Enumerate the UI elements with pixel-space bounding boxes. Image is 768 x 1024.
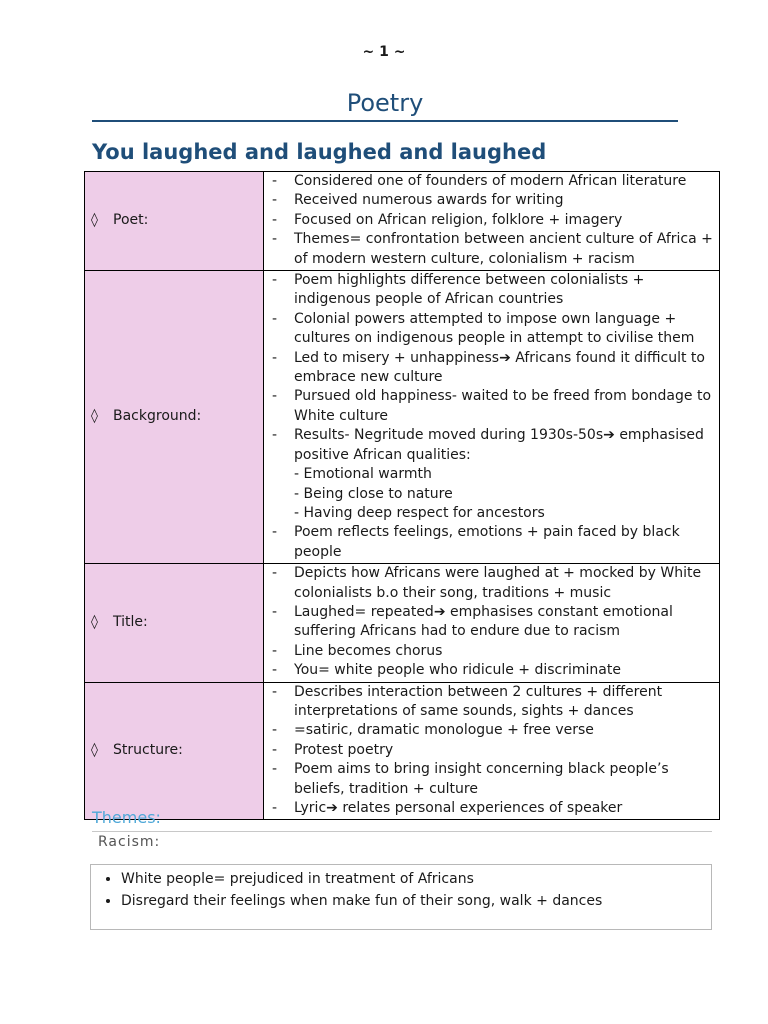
label-cell-background <box>85 271 264 564</box>
list-item: - Received numerous awards for writing <box>270 191 713 210</box>
list-item <box>270 426 713 465</box>
row-label-poet: Poet: <box>113 212 149 229</box>
list-item-text: Laughed= repeated <box>294 603 434 620</box>
list-item-text: Results- Negritude moved during 1930s-50s <box>294 427 604 444</box>
list-item: - Considered one of founders of modern African literature <box>270 172 713 191</box>
content-cell-title <box>264 564 720 682</box>
label-cell-structure <box>85 682 264 820</box>
list-item: - Themes= confrontation between ancient culture of Africa + of modern western culture, colonialism + racism <box>270 230 713 269</box>
document-title: Poetry <box>346 89 424 117</box>
arrow-right-icon: ➔ <box>326 800 338 816</box>
poem-info-table <box>84 171 720 820</box>
bullet-item: • White people= prejudiced in treatment of Africans <box>121 868 703 890</box>
sub-list-item: - Emotional warmth <box>294 466 432 483</box>
row-label-background: Background: <box>113 408 202 425</box>
sub-list-item: - Being close to nature <box>294 485 453 502</box>
list-item: - Pursued old happiness- waited to be freed from bondage to White culture <box>270 387 713 426</box>
list-item: - Line becomes chorus <box>270 642 713 661</box>
diamond-icon: ◊ <box>91 614 98 631</box>
table-row-background <box>85 271 720 564</box>
themes-divider <box>92 831 712 832</box>
table-row-poet <box>85 172 720 271</box>
poem-title: You laughed and laughed and laughed <box>92 140 547 164</box>
list-item-text: relates personal experiences of speaker <box>342 800 623 816</box>
row-label-structure: Structure: <box>113 742 183 759</box>
label-cell-poet <box>85 172 264 271</box>
sub-list-item: - Having deep respect for ancestors <box>294 504 545 521</box>
list-item: - =satiric, dramatic monologue + free verse <box>270 721 713 740</box>
list-item: - Poem highlights difference between colonialists + indigenous people of African countries <box>270 271 713 310</box>
page-number: ~ 1 ~ <box>362 44 406 60</box>
content-cell-poet <box>264 172 720 271</box>
list-item <box>270 799 713 818</box>
list-item: - Depicts how Africans were laughed at + mocked by White colonialists b.o their song, traditions + music <box>270 564 713 603</box>
table-row-title <box>85 564 720 682</box>
list-item: - Focused on African religion, folklore + imagery <box>270 211 713 230</box>
themes-heading: Themes: <box>92 808 161 827</box>
arrow-right-icon: ➔ <box>603 427 615 444</box>
list-item: - Describes interaction between 2 cultures + different interpretations of same sounds, sights + dances <box>270 683 713 722</box>
bullet-item: • Disregard their feelings when make fun of their song, walk + dances <box>121 890 703 912</box>
list-item-text: Africans found it difficult to embrace new culture <box>294 349 705 386</box>
list-item-text: Led to misery + unhappiness <box>294 349 500 366</box>
row-label-title: Title: <box>113 614 148 631</box>
racism-heading: Racism: <box>98 834 161 850</box>
title-section <box>92 88 678 122</box>
arrow-right-icon: ➔ <box>499 349 511 366</box>
table-row-structure <box>85 682 720 820</box>
list-item <box>270 603 713 642</box>
list-item-text: emphasised positive African qualities: <box>294 427 704 463</box>
content-cell-structure <box>264 682 720 820</box>
content-cell-background <box>264 271 720 564</box>
diamond-icon: ◊ <box>91 408 98 425</box>
list-item: - Protest poetry <box>270 741 713 760</box>
list-item: - Poem reflects feelings, emotions + pain faced by black people <box>270 523 713 562</box>
list-item-text: emphasises constant emotional suffering Africans had to endure due to racism <box>294 603 673 640</box>
diamond-icon: ◊ <box>91 742 98 759</box>
arrow-right-icon: ➔ <box>433 603 446 620</box>
list-item: - Colonial powers attempted to impose own language + cultures on indigenous people in attempt to civilise them <box>270 310 713 349</box>
list-item: - You= white people who ridicule + discriminate <box>270 661 713 680</box>
label-cell-title <box>85 564 264 682</box>
list-item: - Poem aims to bring insight concerning black people’s beliefs, tradition + culture <box>270 760 713 799</box>
diamond-icon: ◊ <box>91 212 98 229</box>
list-item-text: Lyric <box>294 800 327 816</box>
racism-box <box>90 864 712 930</box>
list-item <box>270 349 713 388</box>
